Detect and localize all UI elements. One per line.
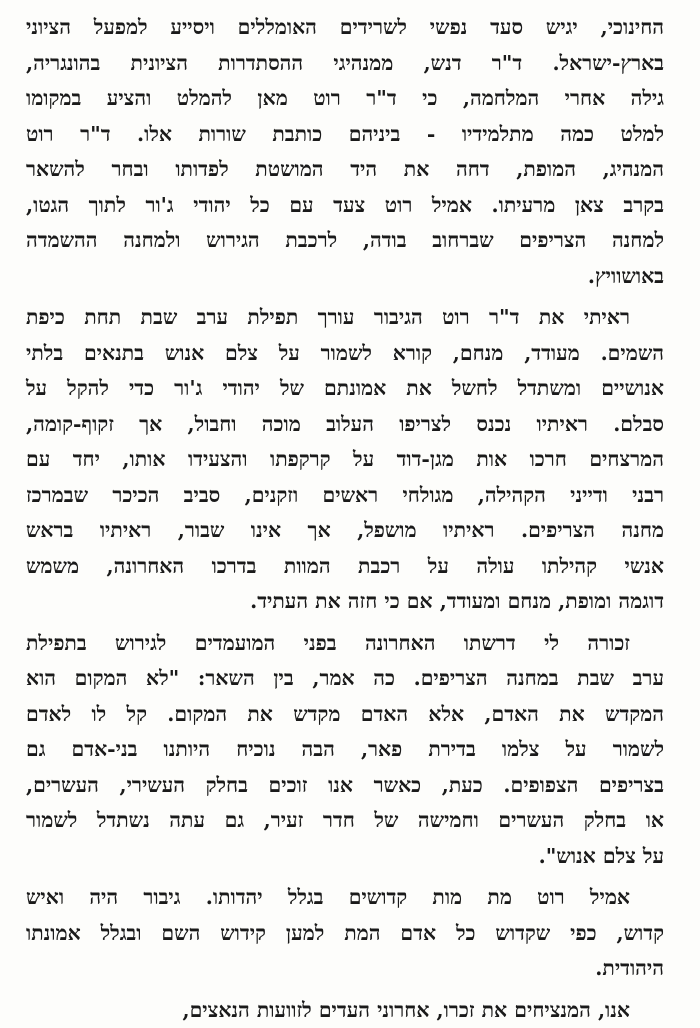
text-line: למחנה הצריפים שברחוב בודה, לרכבת הגירוש ולמחנה ההשמדה [26, 223, 664, 259]
text-line: דוגמה ומופת, מנחם ומעודד, אם כי חזה את העתיד. [26, 584, 664, 620]
paragraph-1 [26, 10, 664, 294]
paragraph-4 [26, 880, 664, 987]
text-line: אנושיים ומשתדל לחשל את אמונתם של יהודי ג'ור כדי להקל על [26, 371, 664, 407]
text-line: אנשי קהילתו עולה על רכבת המוות בדרכו האחרונה, משמש [26, 549, 664, 585]
text-line: ראיתי את ד"ר רוט הגיבור עורך תפילת ערב שבת תחת כיפת [26, 300, 664, 336]
text-line: בצריפים הצפופים. כעת, כאשר אנו זוכים בחלק העשירי, העשרים, [26, 768, 664, 804]
paragraph-5 [26, 993, 664, 1028]
text-line: למלט כמה מתלמידיו - ביניהם כותבת שורות אלו. ד"ר רוט [26, 117, 664, 153]
text-line: החינוכי, יגיש סעד נפשי לשרידים האומללים ויסייע למפעל הציוני [26, 10, 664, 46]
paragraph-3 [26, 626, 664, 875]
paragraph-2 [26, 300, 664, 620]
text-line: אנו, המנציחים את זכרו, אחרוני העדים לזוועות הנאצים, [26, 993, 664, 1028]
text-line: המקדש את האדם, אלא האדם מקדש את המקום. קל לו לאדם [26, 697, 664, 733]
text-line: המנהיג, המופת, דחה את היד המושטת לפדותו ובחר להשאר [26, 152, 664, 188]
text-line: באושוויץ. [26, 259, 664, 295]
text-line: המרצחים חרכו אות מגן-דוד על קרקפתו והצעידו אותו, יחד עם [26, 442, 664, 478]
text-line: או בחלק העשרים וחמישה של חדר זעיר, גם עתה נשתדל לשמור [26, 803, 664, 839]
text-line: בארץ-ישראל. ד"ר דנש, ממנהיגי ההסתדרות הציונית בהונגריה, [26, 46, 664, 82]
text-line: היהודית. [26, 951, 664, 987]
text-line: מחנה הצריפים. ראיתיו מושפל, אך אינו שבור, ראיתיו בראש [26, 513, 664, 549]
text-line: השמים. מעודד, מנחם, קורא לשמור על צלם אנוש בתנאים בלתי [26, 336, 664, 372]
text-line: לשמור על צלמו בדירת פאר, הבה נוכיח היותנו בני-אדם גם [26, 732, 664, 768]
text-line: בקרב צאן מרעיתו. אמיל רוט צעד עם כל יהודי ג'ור לתוך הגטו, [26, 188, 664, 224]
text-line: אמיל רוט מת מות קדושים בגלל יהדותו. גיבור היה ואיש [26, 880, 664, 916]
text-line: ערב שבת במחנה הצריפים. כה אמר, בין השאר: "לא המקום הוא [26, 661, 664, 697]
text-line: קדוש, כפי שקדוש כל אדם המת למען קידוש השם ובגלל אמונתו [26, 916, 664, 952]
text-line: רבני ודייני הקהילה, מגולחי ראשים וזקנים, סביב הכיכר שבמרכז [26, 478, 664, 514]
text-line: זכורה לי דרשתו האחרונה בפני המועמדים לגירוש בתפילת [26, 626, 664, 662]
text-line: סבלם. ראיתיו נכנס לצריפו העלוב מוכה וחבול, אך זקוף-קומה, [26, 407, 664, 443]
text-line: על צלם אנוש". [26, 839, 664, 875]
text-line: גילה אחרי המלחמה, כי ד"ר רוט מאן להמלט והציע במקומו [26, 81, 664, 117]
